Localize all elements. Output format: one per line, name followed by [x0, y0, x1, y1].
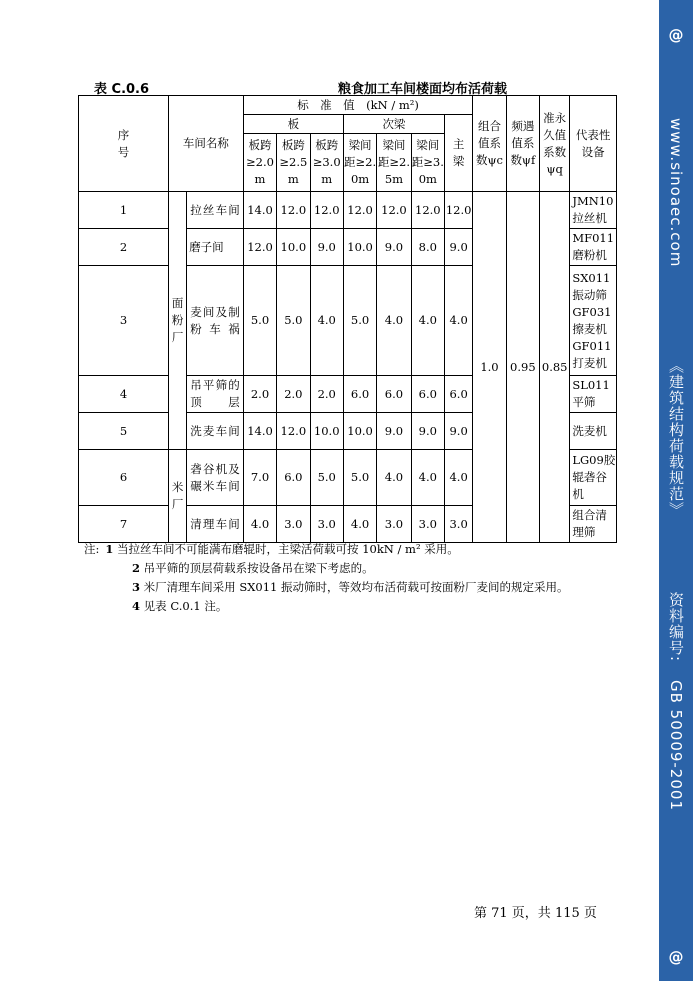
row-equipment: 洗麦机 — [570, 413, 617, 450]
cell-value: 14.0 — [243, 192, 276, 229]
cell-value: 7.0 — [243, 450, 276, 506]
header-secondary-beam: 次梁 — [343, 115, 444, 134]
header-seq: 序号 — [79, 96, 169, 192]
note-item: 4 见表 C.0.1 注。 — [132, 599, 228, 613]
cell-value: 9.0 — [377, 413, 411, 450]
table-notes — [84, 540, 624, 616]
header-span-2-5: 板跨≥2.5m — [277, 134, 310, 192]
cell-value: 5.0 — [277, 266, 310, 376]
table-row — [79, 192, 617, 229]
header-std-value: 标 准 值 (kN / m²) — [243, 96, 472, 115]
table-code: 表 C.0.6 — [94, 82, 150, 97]
cell-value: 12.0 — [310, 192, 343, 229]
row-name: 拉丝车间 — [187, 192, 244, 229]
row-seq: 7 — [79, 506, 169, 543]
cell-value: 12.0 — [243, 229, 276, 266]
cell-value: 6.0 — [411, 376, 444, 413]
cell-value: 10.0 — [277, 229, 310, 266]
doc-label: 资料编号: — [667, 592, 685, 663]
cell-value: 5.0 — [243, 266, 276, 376]
cell-value: 9.0 — [377, 229, 411, 266]
header-psi-c: 组合值系数ψc — [473, 96, 506, 192]
book-title: 《建筑结构荷载规范》 — [667, 358, 685, 518]
header-main-beam: 主梁 — [444, 115, 472, 192]
header-spacing-2-0: 梁间距≥2.0m — [343, 134, 376, 192]
site-url: www.sinoaec.com — [667, 118, 685, 268]
cell-value: 6.0 — [277, 450, 310, 506]
cell-value: 4.0 — [411, 266, 444, 376]
row-name: 吊平筛的顶层 — [187, 376, 244, 413]
row-equipment: LG09胶辊砻谷机 — [570, 450, 617, 506]
row-equipment: SX011振动筛GF031擦麦机GF011打麦机 — [570, 266, 617, 376]
cell-value: 2.0 — [243, 376, 276, 413]
cell-value: 10.0 — [310, 413, 343, 450]
sidebar-banner — [659, 0, 693, 981]
cell-value: 9.0 — [444, 413, 472, 450]
cell-value: 3.0 — [377, 506, 411, 543]
cell-value: 2.0 — [310, 376, 343, 413]
cell-value: 10.0 — [343, 413, 376, 450]
cell-value: 12.0 — [411, 192, 444, 229]
row-seq: 6 — [79, 450, 169, 506]
header-spacing-3-0: 梁间距≥3.0m — [411, 134, 444, 192]
row-seq: 4 — [79, 376, 169, 413]
cell-value: 4.0 — [310, 266, 343, 376]
row-name: 麦间及制粉车祸 — [187, 266, 244, 376]
cell-value: 3.0 — [444, 506, 472, 543]
row-seq: 5 — [79, 413, 169, 450]
row-equipment: SL011平筛 — [570, 376, 617, 413]
cell-value: 12.0 — [343, 192, 376, 229]
page-number: 第 71 页，共 115 页 — [474, 906, 597, 921]
doc-code: GB 50009-2001 — [667, 680, 685, 811]
header-spacing-2-5: 梁间距≥2.5m — [377, 134, 411, 192]
note-item: 2 吊平筛的顶层荷载系按设备吊在梁下考虑的。 — [132, 561, 374, 575]
header-slab: 板 — [243, 115, 343, 134]
row-name: 磨子间 — [187, 229, 244, 266]
cell-value: 4.0 — [444, 450, 472, 506]
cell-value: 10.0 — [343, 229, 376, 266]
cell-value: 14.0 — [243, 413, 276, 450]
group-rice-mill: 米厂 — [169, 450, 187, 543]
table-title: 粮食加工车间楼面均布活荷载 — [338, 82, 508, 97]
cell-value: 12.0 — [444, 192, 472, 229]
header-span-2-0: 板跨≥2.0m — [243, 134, 276, 192]
header-span-3-0: 板跨≥3.0m — [310, 134, 343, 192]
psi-c-value: 1.0 — [473, 192, 506, 543]
header-psi-f: 频遇值系数ψf — [506, 96, 539, 192]
cell-value: 8.0 — [411, 229, 444, 266]
cell-value: 9.0 — [310, 229, 343, 266]
note-prefix: 注: — [84, 542, 100, 556]
cell-value: 4.0 — [377, 450, 411, 506]
cell-value: 6.0 — [444, 376, 472, 413]
cell-value: 2.0 — [277, 376, 310, 413]
cell-value: 3.0 — [310, 506, 343, 543]
at-mark-top: @ — [668, 26, 684, 44]
row-name: 洗麦车间 — [187, 413, 244, 450]
row-seq: 3 — [79, 266, 169, 376]
cell-value: 4.0 — [377, 266, 411, 376]
table-title-row — [94, 78, 610, 96]
header-psi-q: 准永久值系数ψq — [540, 96, 570, 192]
at-mark-bottom: @ — [668, 948, 684, 966]
psi-f-value: 0.95 — [506, 192, 539, 543]
cell-value: 12.0 — [277, 192, 310, 229]
cell-value: 6.0 — [377, 376, 411, 413]
cell-value: 4.0 — [243, 506, 276, 543]
cell-value: 3.0 — [411, 506, 444, 543]
row-equipment: JMN10拉丝机 — [570, 192, 617, 229]
row-name: 清理车间 — [187, 506, 244, 543]
header-equipment: 代表性设备 — [570, 96, 617, 192]
cell-value: 4.0 — [411, 450, 444, 506]
row-name: 砻谷机及碾米车间 — [187, 450, 244, 506]
cell-value: 6.0 — [343, 376, 376, 413]
psi-q-value: 0.85 — [540, 192, 570, 543]
cell-value: 5.0 — [343, 450, 376, 506]
cell-value: 12.0 — [377, 192, 411, 229]
cell-value: 9.0 — [444, 229, 472, 266]
row-seq: 1 — [79, 192, 169, 229]
cell-value: 4.0 — [444, 266, 472, 376]
cell-value: 3.0 — [277, 506, 310, 543]
cell-value: 5.0 — [343, 266, 376, 376]
note-item: 3 米厂清理车间采用 SX011 振动筛时，等效均布活荷载可按面粉厂麦间的规定采用。 — [132, 580, 569, 594]
row-equipment: MF011磨粉机 — [570, 229, 617, 266]
note-item: 注: 1 当拉丝车间不可能满布磨辊时，主梁活荷载可按 10kN / m² 采用。 — [84, 542, 459, 556]
row-seq: 2 — [79, 229, 169, 266]
cell-value: 5.0 — [310, 450, 343, 506]
cell-value: 12.0 — [277, 413, 310, 450]
load-table — [78, 95, 617, 543]
cell-value: 9.0 — [411, 413, 444, 450]
row-equipment: 组合清理筛 — [570, 506, 617, 543]
cell-value: 4.0 — [343, 506, 376, 543]
header-workshop: 车间名称 — [169, 96, 244, 192]
group-flour-mill: 面粉厂 — [169, 192, 187, 450]
